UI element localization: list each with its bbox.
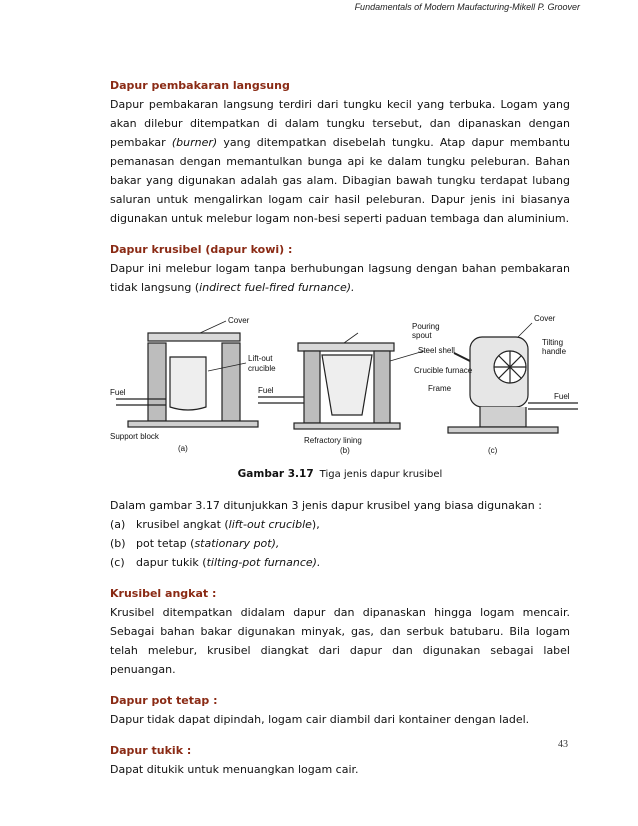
label-pouring: Pouring xyxy=(412,322,440,331)
section-heading: Dapur tukik : xyxy=(110,744,192,757)
support-block xyxy=(128,421,258,427)
section-heading: Dapur pot tetap : xyxy=(110,694,218,707)
paragraph: Dapat ditukik untuk menuangkan logam cair. xyxy=(110,763,359,776)
page-body xyxy=(110,76,570,779)
label-liftout: Lift-out xyxy=(248,354,273,363)
label-b: (b) xyxy=(340,446,350,455)
section-heading: Dapur krusibel (dapur kowi) : xyxy=(110,243,293,256)
paragraph: Krusibel ditempatkan didalam dapur dan dipanaskan hingga logam mencair. Sebagai bahan bakar digunakan minyak, gas, dan serbuk batubaru. Bila logam telah melebur, krusibel diangkat dari dapur dan digunakan sebagai label penuangan. xyxy=(110,606,570,676)
furnace-diagram xyxy=(108,311,578,461)
list-item: (a) krusibel angkat (lift-out crucible), xyxy=(110,518,320,531)
label-steel-shell: Steel shell xyxy=(418,346,455,355)
label-cover: Cover xyxy=(228,316,250,325)
section-heading: Dapur pembakaran langsung xyxy=(110,79,290,92)
label-fuel: Fuel xyxy=(258,386,274,395)
label-c: (c) xyxy=(488,446,498,455)
paragraph: Dapur pembakaran langsung terdiri dari tungku kecil yang terbuka. Logam yang akan dilebur ditempatkan di dalam tungku tersebut, dan dipanaskan dengan pembakar (burner) yang ditempatkan disebelah tungku. Atap dapur membantu pemanasan dengan memantulkan bunga api ke dalam tungku peleburan. Bahan bakar yang digunakan adalah gas alam. Dibagian bawah tungku terdapat lubang saluran untuk mengalirkan logam cair hasil peleburan. Dapur jenis ini biasanya digunakan untuk melebur logam non-besi seperti paduan tembaga dan aluminium. xyxy=(110,98,571,225)
label-fuel: Fuel xyxy=(554,392,570,401)
list-item: (c) dapur tukik (tilting-pot furnance). xyxy=(110,556,321,569)
figure-caption: Gambar 3.17 Tiga jenis dapur krusibel xyxy=(237,468,443,480)
label-tilting: Tilting xyxy=(542,338,564,347)
pot-b xyxy=(322,355,372,415)
section-heading: Krusibel angkat : xyxy=(110,587,217,600)
running-header: Fundamentals of Modern Maufacturing-Mikell P. Groover xyxy=(354,2,580,12)
label-handle: handle xyxy=(542,347,567,356)
label-cover-c: Cover xyxy=(534,314,556,323)
paragraph: Dapur ini melebur logam tanpa berhubungan lagsung dengan bahan pembakaran tidak langsung (indirect fuel-fired furnance). xyxy=(110,262,570,294)
label-crucible-furnace: Crucible furnace xyxy=(414,366,473,375)
label-crucible: crucible xyxy=(248,364,276,373)
cover-a xyxy=(148,333,240,341)
crucible-furnace-figure xyxy=(108,311,578,461)
label-spout: spout xyxy=(412,331,432,340)
page-number: 43 xyxy=(558,739,568,750)
paragraph: Dapur tidak dapat dipindah, logam cair diambil dari kontainer dengan ladel. xyxy=(110,713,530,726)
list-intro: Dalam gambar 3.17 ditunjukkan 3 jenis dapur krusibel yang biasa digunakan : xyxy=(110,499,542,512)
crucible-a xyxy=(170,357,206,410)
label-a: (a) xyxy=(178,444,188,453)
label-fuel: Fuel xyxy=(110,388,126,397)
list-item: (b) pot tetap (stationary pot), xyxy=(110,537,280,550)
label-refractory: Refractory lining xyxy=(304,436,362,445)
label-frame: Frame xyxy=(428,384,452,393)
label-support-block: Support block xyxy=(110,432,159,441)
